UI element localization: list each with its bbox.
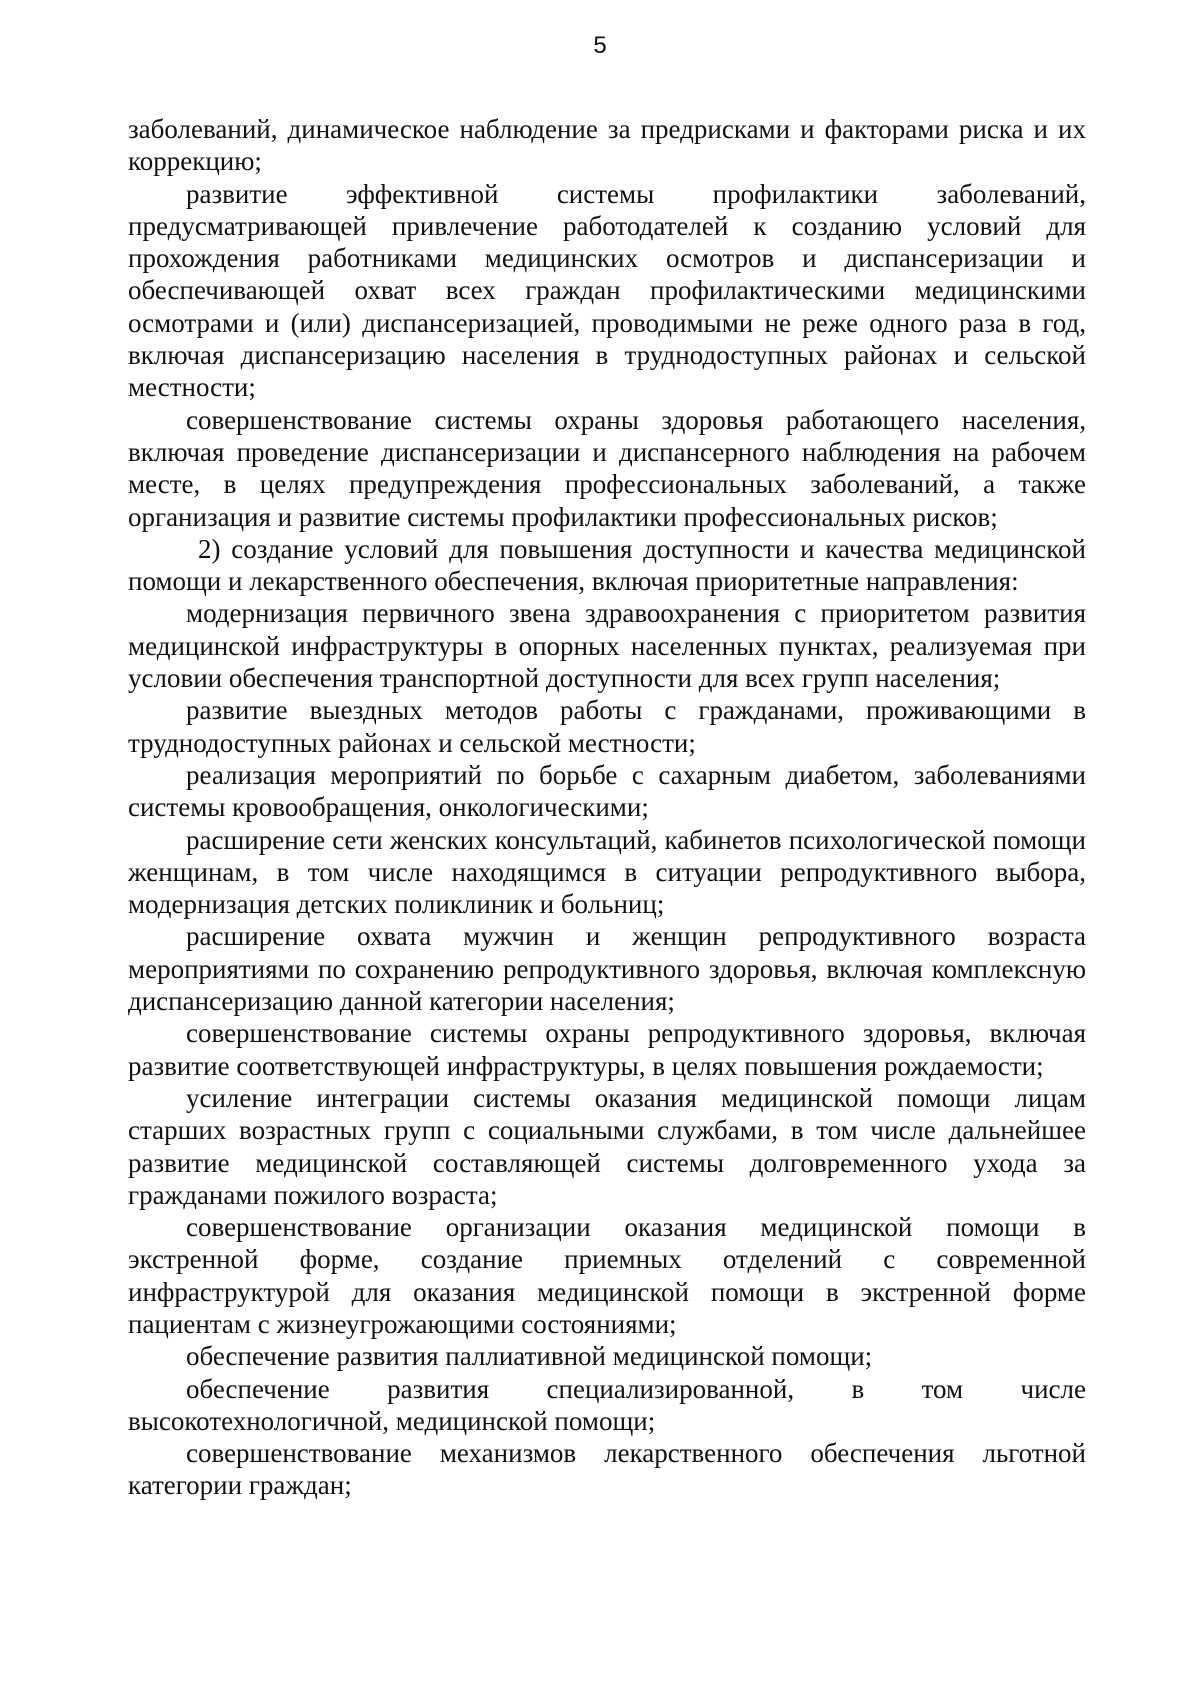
numbered-paragraph: 2) создание условий для повышения доступности и качества медицинской помощи и лекарственного обеспечения, включая приоритетные направления:	[128, 533, 1086, 597]
paragraph: развитие эффективной системы профилактики заболеваний, предусматривающей привлечение работодателей к созданию условий для прохождения работниками медицинских осмотров и диспансеризации и обеспечивающей охват всех граждан профилактическими медицинскими осмотрами и (или) диспансеризацией, проводимыми не реже одного раза в год, включая диспансеризацию населения в труднодоступных районах и сельской местности;	[128, 178, 1086, 403]
paragraph: совершенствование механизмов лекарственного обеспечения льготной категории граждан;	[128, 1438, 1086, 1501]
page-number: 5	[593, 32, 607, 59]
paragraph: модернизация первичного звена здравоохранения с приоритетом развития медицинской инфраструктуры в опорных населенных пунктах, реализуемая при условии обеспечения транспортной доступности для всех групп населения;	[128, 598, 1086, 694]
paragraph: совершенствование организации оказания медицинской помощи в экстренной форме, создание приемных отделений с современной инфраструктурой для оказания медицинской помощи в экстренной форме пациентам с жизнеугрожающими состояниями;	[128, 1212, 1086, 1339]
paragraph: обеспечение развития специализированной, в том числе высокотехнологичной, медицинской помощи;	[128, 1373, 1086, 1436]
paragraph: совершенствование системы охраны здоровья работающего населения, включая проведение диспансеризации и диспансерного наблюдения на рабочем месте, в целях предупреждения профессиональных заболеваний, а также организация и развитие системы профилактики профессиональных рисков;	[128, 404, 1086, 532]
paragraph: развитие выездных методов работы с гражданами, проживающими в труднодоступных районах и сельской местности;	[128, 695, 1086, 758]
paragraph: обеспечение развития паллиативной медицинской помощи;	[186, 1341, 873, 1372]
paragraph: усиление интеграции системы оказания медицинской помощи лицам старших возрастных групп с социальными службами, в том числе дальнейшее развитие медицинской составляющей системы долговременного ухода за гражданами пожилого возраста;	[128, 1082, 1086, 1210]
paragraph: реализация мероприятий по борьбе с сахарным диабетом, заболеваниями системы кровообращения, онкологическими;	[128, 759, 1086, 823]
paragraph: расширение охвата мужчин и женщин репродуктивного возраста мероприятиями по сохранению репродуктивного здоровья, включая комплексную диспансеризацию данной категории населения;	[128, 921, 1086, 1017]
paragraph: расширение сети женских консультаций, кабинетов психологической помощи женщинам, в том числе находящимся в ситуации репродуктивного выбора, модернизация детских поликлиник и больниц;	[128, 824, 1086, 920]
page-body	[128, 113, 1086, 1502]
paragraph: заболеваний, динамическое наблюдение за предрисками и факторами риска и их коррекцию;	[128, 114, 1086, 177]
paragraph: совершенствование системы охраны репродуктивного здоровья, включая развитие соответствующей инфраструктуры, в целях повышения рождаемости;	[128, 1018, 1086, 1081]
